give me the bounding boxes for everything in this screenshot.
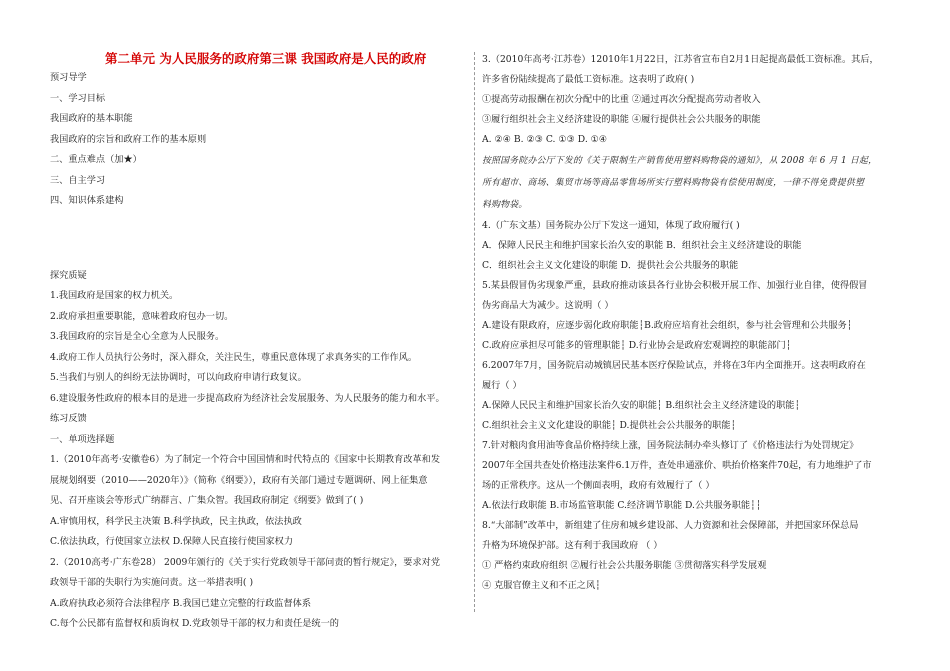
text-line: 2007年全国共查处价格违法案件6.1万件，查处串通涨价、哄抬价格案件70起，有力地维护了市 — [482, 460, 872, 471]
text-line: C．组织社会主义文化建设的职能 D．提供社会公共服务的职能 — [482, 260, 739, 271]
text-line: 展规划纲要（2010——2020年）》（简称《纲要》），政府有关部门通过专题调研、网上征集意 — [50, 474, 428, 486]
text-line: 四、知识体系建构 — [50, 195, 124, 206]
left-column — [50, 50, 470, 635]
text-line: 见、召开座谈会等形式广纳群言、广集众智。我国政府制定《纲要》做到了( ) — [50, 495, 364, 506]
text-line: 政领导干部的失职行为实施问责。这一举措表明( ) — [50, 577, 254, 588]
text-line: ①提高劳动报酬在初次分配中的比重 ②通过再次分配提高劳动者收入 — [482, 94, 761, 105]
text-line: 一、单项选择题 — [50, 433, 115, 445]
right-column — [482, 50, 902, 596]
text-line: A.审慎用权，科学民主决策 B.科学执政，民主执政，依法执政 — [50, 515, 302, 527]
text-line: 一、学习目标 — [50, 92, 106, 104]
text-line: 三、自主学习 — [50, 174, 106, 186]
text-line: 二、重点难点（加★） — [50, 154, 142, 165]
text-line: ① 严格约束政府组织 ②履行社会公共服务职能 ③贯彻落实科学发展观 — [482, 560, 767, 571]
text-line: 我国政府的宗旨和政府工作的基本原则 — [50, 133, 207, 145]
text-line: A.保障人民民主和维护国家长治久安的职能┆ B.组织社会主义经济建设的职能┆ — [482, 400, 801, 411]
text-line: A. ②④ B. ②③ C. ①③ D. ①④ — [482, 134, 608, 145]
text-line: 3.（2010年高考·江苏卷）12010年1月22日，江苏省宣布自2月1日起提高最低工资标准。其后， — [482, 54, 879, 65]
text-line: 预习导学 — [50, 72, 87, 83]
text-line: 6.建设服务性政府的根本目的是进一步提高政府为经济社会发展服务、为人民服务的能力和水平。 — [50, 392, 445, 404]
text-line: ③履行组织社会主义经济建设的职能 ④履行提供社会公共服务的职能 — [482, 114, 761, 125]
text-line: 7.针对粮肉食用油等食品价格持续上涨，国务院法制办牵头修订了《价格违法行为处罚规定》 — [482, 440, 859, 451]
text-line: 6.2007年7月，国务院启动城镇居民基本医疗保险试点，并将在3年内全面推开。这表明政府在 — [482, 360, 866, 371]
text-line: 3.我国政府的宗旨是全心全意为人民服务。 — [50, 331, 225, 342]
text-line: A.政府执政必须符合法律程序 B.我国已建立完整的行政监督体系 — [50, 597, 312, 609]
text-line: C.依法执政，行使国家立法权 D.保障人民直接行使国家权力 — [50, 536, 294, 547]
text-line: 练习反馈 — [50, 413, 87, 424]
text-line: 4.政府工作人员执行公务时，深入群众，关注民生，尊重民意体现了求真务实的工作作风。 — [50, 351, 418, 363]
text-line: 2.政府承担重要职能，意味着政府包办一切。 — [50, 310, 234, 322]
text-line: 5.当我们与别人的纠纷无法协调时，可以向政府申请行政复议。 — [50, 372, 307, 383]
text-line: 升格为环境保护部。这有利于我国政府 （ ） — [482, 540, 663, 551]
text-line: C.组织社会主义文化建设的职能┆ D.提供社会公共服务的职能┆ — [482, 420, 737, 431]
text-line: 我国政府的基本职能 — [50, 113, 133, 124]
text-line: A．保障人民民主和维护国家长治久安的职能 B．组织社会主义经济建设的职能 — [482, 240, 802, 251]
text-line: ④ 克服官僚主义和不正之风┆ — [482, 580, 601, 591]
material-line: 所有超市、商场、集贸市场等商品零售场所实行塑料购物袋有偿使用制度，一律不得免费提供塑 — [482, 178, 865, 188]
material-line: 按照国务院办公厅下发的《关于限制生产销售使用塑料购物袋的通知》，从 2008 年 6 月 1 日起， — [482, 156, 878, 166]
text-line: A.依法行政职能 B.市场监管职能 C.经济调节职能 D.公共服务职能┆┆ — [482, 500, 762, 511]
text-line: 探究质疑 — [50, 269, 87, 281]
text-line: A.建设有限政府，应逐步弱化政府职能┆B.政府应培育社会组织，参与社会管理和公共服务┆ — [482, 320, 853, 331]
text-line: 2.（2010高考·广东卷28） 2009年颁行的《关于实行党政领导干部问责的暂行规定》，要求对党 — [50, 556, 441, 568]
text-line: 场的正常秩序。这从一个侧面表明，政府有效履行了（ ） — [482, 480, 715, 491]
column-divider — [474, 52, 476, 612]
document-title: 第二单元 为人民服务的政府第三课 我国政府是人民的政府 — [105, 51, 427, 66]
text-line: 1.我国政府是国家的权力机关。 — [50, 290, 179, 301]
text-line: 5.某县假冒伪劣现象严重，县政府推动该县各行业协会积极开展工作、加强行业自律，使得假冒 — [482, 280, 868, 291]
text-line: C.政府应承担尽可能多的管理职能┆ D.行业协会是政府宏观调控的职能部门┆ — [482, 340, 792, 351]
text-line: 8.“大部制”改革中，新组建了住房和城乡建设部、人力资源和社会保障部，并把国家环保总局 — [482, 520, 859, 531]
text-line: 履行（ ） — [482, 380, 522, 391]
text-line: 4.（广东文基）国务院办公厅下发这一通知，体现了政府履行( ) — [482, 220, 740, 231]
text-line: C.每个公民都有监督权和质询权 D.党政领导干部的权力和责任是统一的 — [50, 618, 339, 629]
text-line: 伪劣商品大为减少。这说明（ ） — [482, 300, 614, 311]
material-line: 料购物袋。 — [482, 200, 528, 210]
text-line: 1.（2010年高考·安徽卷6）为了制定一个符合中国国情和时代特点的《国家中长期教育改革和发 — [50, 454, 441, 465]
text-line: 许多省份陆续提高了最低工资标准。这表明了政府( ) — [482, 74, 695, 85]
